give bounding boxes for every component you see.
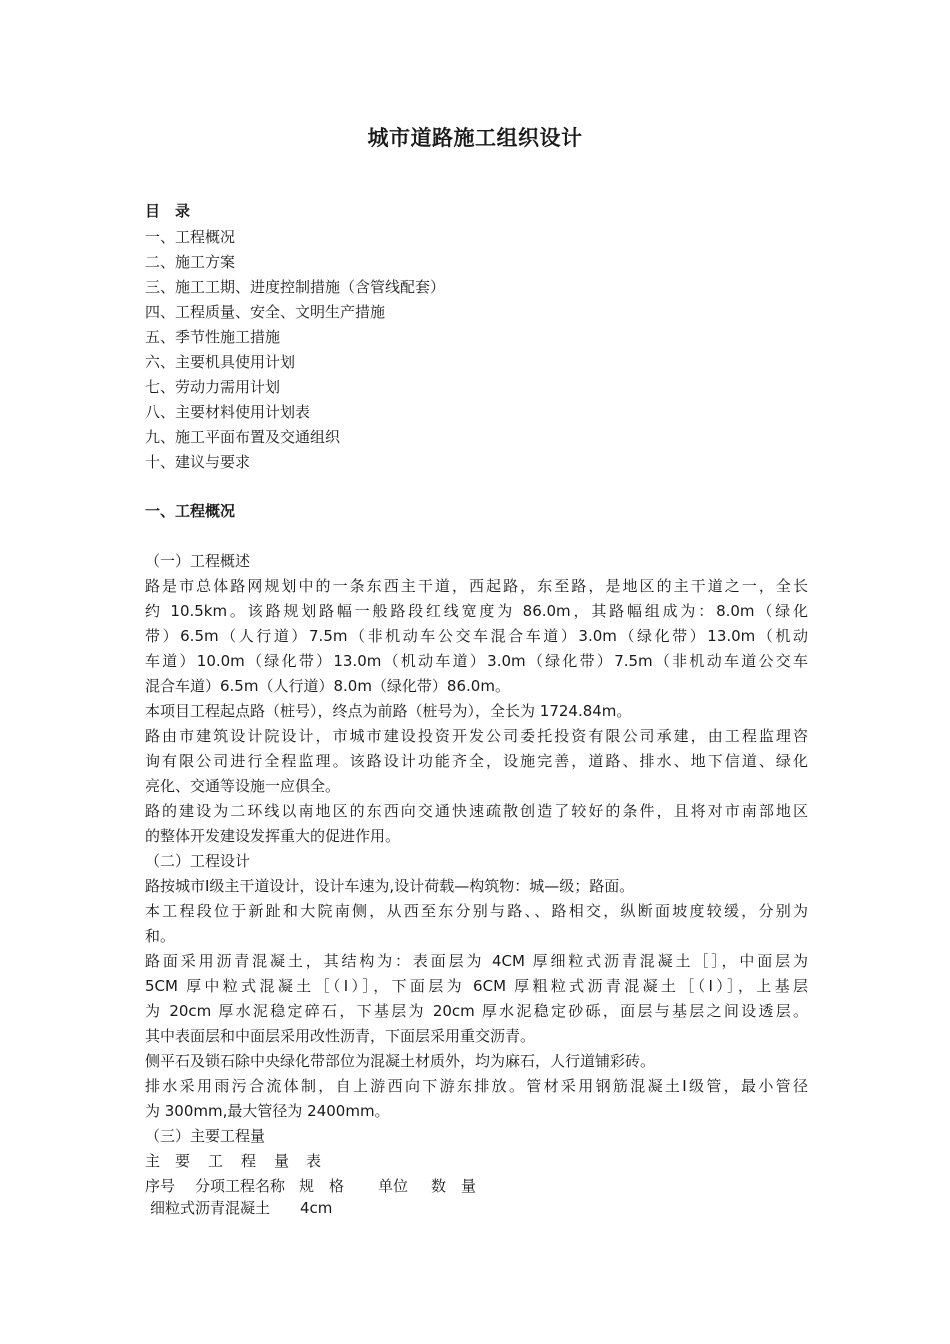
table-cell: 细粒式沥青混凝土	[150, 1199, 271, 1217]
toc-item: 四、工程质量、安全、文明生产措施	[145, 303, 386, 321]
paragraph-line: 亮化、交通等设施一应俱全。	[145, 777, 341, 795]
table-title-char: 主	[145, 1152, 161, 1170]
table-row	[150, 1198, 332, 1218]
subsection-heading: （一）工程概述	[145, 552, 251, 570]
table-cell: 4cm	[300, 1199, 333, 1217]
toc-item: 七、劳动力需用计划	[145, 378, 281, 396]
paragraph-line: 的整体开发建设发挥重大的促进作用。	[145, 827, 401, 845]
paragraph-line: 为 300mm,最大管径为 2400mm。	[145, 1102, 390, 1120]
subsection-heading: （二）工程设计	[145, 852, 251, 870]
paragraph-line: 询有限公司进行全程监理。该路设计功能齐全，设施完善，道路、排水、地下信道、绿化	[145, 752, 808, 770]
paragraph-line: 路面采用沥青混凝土，其结构为：表面层为 4CM 厚细粒式沥青混凝土［］，中面层为	[145, 952, 808, 970]
table-header-cell: 单位	[378, 1177, 409, 1195]
toc-item: 一、工程概况	[145, 228, 236, 246]
paragraph-line: 路由市建筑设计院设计，市城市建设投资开发公司委托投资有限公司承建，由工程监理咨	[145, 727, 808, 745]
paragraph-line: 其中表面层和中面层采用改性沥青，下面层采用重交沥青。	[145, 1027, 536, 1045]
table-title	[145, 1151, 321, 1171]
page-title: 城市道路施工组织设计	[367, 126, 583, 150]
table-header-cell: 分项工程名称	[195, 1177, 286, 1195]
toc-item: 十、建议与要求	[145, 453, 251, 471]
table-header-row	[145, 1176, 476, 1196]
table-header-cell: 数 量	[431, 1177, 477, 1195]
table-title-char: 要	[175, 1152, 191, 1170]
paragraph-line: 和。	[145, 927, 176, 945]
subsection-heading: （三）主要工程量	[145, 1127, 266, 1145]
paragraph-line: 5CM 厚中粒式混凝土［（Ⅰ）］，下面层为 6CM 厚粗粒式沥青混凝土［（Ⅰ）］，上基层	[145, 977, 808, 995]
toc-heading: 目 录	[145, 202, 191, 220]
toc-item: 三、施工工期、进度控制措施（含管线配套）	[145, 278, 446, 296]
toc-item: 五、季节性施工措施	[145, 328, 281, 346]
toc-item: 六、主要机具使用计划	[145, 353, 296, 371]
toc-item: 二、施工方案	[145, 253, 236, 271]
table-title-char: 量	[274, 1152, 290, 1170]
paragraph-line: 路的建设为二环线以南地区的东西向交通快速疏散创造了较好的条件，且将对市南部地区	[145, 802, 808, 820]
paragraph-line: 路按城市Ⅰ级主干道设计，设计车速为,设计荷载—构筑物：城—级；路面。	[145, 877, 635, 895]
toc-item: 八、主要材料使用计划表	[145, 403, 311, 421]
table-title-char: 程	[241, 1152, 257, 1170]
paragraph-line: 约 10.5km。该路规划路幅一般路段红线宽度为 86.0m，其路幅组成为：8.0m（绿化	[145, 602, 808, 620]
paragraph-line: 路是市总体路网规划中的一条东西主干道，西起路，东至路，是地区的主干道之一，全长	[145, 577, 808, 595]
table-title-char: 表	[306, 1152, 322, 1170]
paragraph-line: 混合车道）6.5m（人行道）8.0m（绿化带）86.0m。	[145, 677, 510, 695]
paragraph-line: 本工程段位于新趾和大院南侧，从西至东分别与路、、路相交，纵断面坡度较缓，分别为	[145, 902, 808, 920]
table-header-cell: 序号	[145, 1177, 176, 1195]
paragraph-line: 排水采用雨污合流体制，自上游西向下游东排放。管材采用钢筋混凝土Ⅰ级管，最小管径	[145, 1077, 808, 1095]
paragraph-line: 车道）10.0m（绿化带）13.0m（机动车道）3.0m（绿化带）7.5m（非机动车道公交车	[145, 652, 808, 670]
paragraph-line: 为 20cm 厚水泥稳定碎石，下基层为 20cm 厚水泥稳定砂砾，面层与基层之间设透层。	[145, 1002, 808, 1020]
section-heading: 一、工程概况	[145, 502, 236, 520]
paragraph-line: 带）6.5m（人行道）7.5m（非机动车公交车混合车道）3.0m（绿化带）13.0m（机动	[145, 627, 808, 645]
table-header-cell: 规 格	[299, 1177, 345, 1195]
toc-item: 九、施工平面布置及交通组织	[145, 428, 341, 446]
paragraph-line: 本项目工程起点路（桩号），终点为前路（桩号为），全长为 1724.84m。	[145, 702, 632, 720]
table-title-char: 工	[208, 1152, 224, 1170]
paragraph-line: 侧平石及锁石除中央绿化带部位为混凝土材质外，均为麻石，人行道铺彩砖。	[145, 1052, 656, 1070]
